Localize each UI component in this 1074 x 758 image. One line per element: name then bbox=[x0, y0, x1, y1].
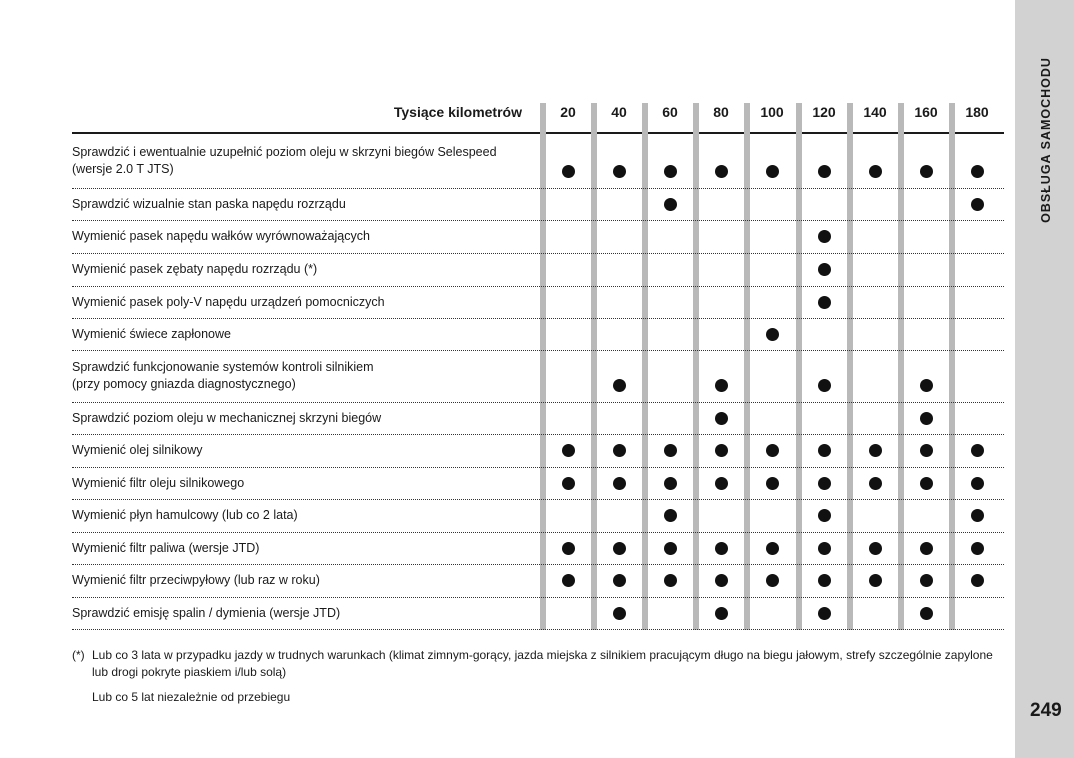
row-description-line: Sprawdzić poziom oleju w mechanicznej skrzyni biegów bbox=[72, 410, 382, 425]
service-mark-dot bbox=[613, 542, 626, 555]
column-header: 60 bbox=[662, 104, 678, 120]
service-mark-dot bbox=[920, 412, 933, 425]
service-mark-dot bbox=[920, 444, 933, 457]
row-description bbox=[72, 220, 527, 253]
column-band bbox=[847, 103, 853, 630]
service-mark-dot bbox=[818, 477, 831, 490]
service-mark-dot bbox=[715, 607, 728, 620]
service-mark-dot bbox=[920, 542, 933, 555]
service-mark-dot bbox=[766, 542, 779, 555]
row-description-line: Wymienić świece zapłonowe bbox=[72, 326, 231, 341]
row-description bbox=[72, 350, 527, 402]
service-mark-dot bbox=[664, 574, 677, 587]
column-header: 140 bbox=[863, 104, 887, 120]
service-mark-dot bbox=[715, 165, 728, 178]
service-mark-dot bbox=[715, 542, 728, 555]
service-mark-dot bbox=[869, 444, 882, 457]
service-mark-dot bbox=[920, 379, 933, 392]
row-description-line: Sprawdzić wizualnie stan paska napędu rozrządu bbox=[72, 196, 346, 211]
row-description bbox=[72, 467, 527, 499]
column-band bbox=[540, 103, 546, 630]
service-mark-dot bbox=[562, 542, 575, 555]
row-description-line: Wymienić pasek poly-V napędu urządzeń pomocniczych bbox=[72, 294, 385, 309]
service-mark-dot bbox=[715, 477, 728, 490]
footnote-mark: (*) bbox=[72, 648, 85, 662]
service-mark-dot bbox=[664, 165, 677, 178]
row-description-line: Wymienić filtr oleju silnikowego bbox=[72, 475, 245, 490]
column-header: 120 bbox=[812, 104, 836, 120]
row-description bbox=[72, 597, 527, 629]
service-mark-dot bbox=[869, 165, 882, 178]
row-description-line: Wymienić olej silnikowy bbox=[72, 443, 203, 457]
service-mark-dot bbox=[971, 165, 984, 178]
column-band bbox=[796, 103, 802, 630]
row-description-line: (przy pomocy gniazda diagnostycznego) bbox=[72, 377, 296, 391]
row-description bbox=[72, 499, 527, 532]
column-band bbox=[591, 103, 597, 630]
service-mark-dot bbox=[664, 198, 677, 211]
service-mark-dot bbox=[818, 574, 831, 587]
row-description bbox=[72, 134, 527, 188]
row-description bbox=[72, 253, 527, 286]
service-mark-dot bbox=[920, 477, 933, 490]
footnote bbox=[72, 647, 1007, 706]
footnote-text: Lub co 3 lata w przypadku jazdy w trudnych warunkach (klimat zimnym-gorący, jazda miejska z silnikiem pracującym długo na biegu jałowym, strefy szczególnie zapylone lub drogi pokryte piaskiem i/lub solą) bbox=[92, 648, 993, 679]
service-mark-dot bbox=[613, 607, 626, 620]
row-description bbox=[72, 286, 527, 318]
service-mark-dot bbox=[818, 444, 831, 457]
row-description bbox=[72, 188, 527, 220]
service-mark-dot bbox=[562, 574, 575, 587]
service-mark-dot bbox=[613, 477, 626, 490]
column-band bbox=[898, 103, 904, 630]
service-mark-dot bbox=[818, 379, 831, 392]
service-mark-dot bbox=[818, 542, 831, 555]
service-mark-dot bbox=[562, 477, 575, 490]
row-description-line: Sprawdzić emisję spalin / dymienia (wersje JTD) bbox=[72, 605, 341, 620]
service-mark-dot bbox=[766, 328, 779, 341]
service-mark-dot bbox=[920, 607, 933, 620]
column-band bbox=[744, 103, 750, 630]
row-description bbox=[72, 402, 527, 434]
header-label: Tysiące kilometrów bbox=[393, 104, 522, 120]
row-description-line: Wymienić pasek napędu wałków wyrównoważających bbox=[72, 229, 370, 243]
service-mark-dot bbox=[971, 198, 984, 211]
column-header: 20 bbox=[560, 104, 576, 120]
service-mark-dot bbox=[664, 477, 677, 490]
service-mark-dot bbox=[920, 574, 933, 587]
row-description-line: (wersje 2.0 T JTS) bbox=[72, 162, 174, 176]
service-mark-dot bbox=[664, 542, 677, 555]
service-mark-dot bbox=[715, 574, 728, 587]
row-description bbox=[72, 532, 527, 564]
row-description bbox=[72, 434, 527, 467]
service-mark-dot bbox=[715, 444, 728, 457]
service-mark-dot bbox=[613, 444, 626, 457]
service-mark-dot bbox=[766, 477, 779, 490]
row-description-line: Sprawdzić i ewentualnie uzupełnić poziom oleju w skrzyni biegów Selespeed bbox=[72, 145, 497, 159]
column-header: 180 bbox=[965, 104, 989, 120]
column-band bbox=[693, 103, 699, 630]
column-band bbox=[642, 103, 648, 630]
service-mark-dot bbox=[613, 379, 626, 392]
service-mark-dot bbox=[971, 509, 984, 522]
row-description-line: Wymienić pasek zębaty napędu rozrządu (*) bbox=[72, 262, 318, 276]
row-divider bbox=[72, 629, 1004, 630]
service-mark-dot bbox=[766, 165, 779, 178]
service-mark-dot bbox=[920, 165, 933, 178]
service-mark-dot bbox=[971, 542, 984, 555]
section-title: OBSŁUGA SAMOCHODU bbox=[1039, 57, 1053, 223]
column-header: 80 bbox=[713, 104, 729, 120]
service-mark-dot bbox=[766, 574, 779, 587]
service-mark-dot bbox=[664, 444, 677, 457]
footnote-extra: Lub co 5 lat niezależnie od przebiegu bbox=[92, 690, 291, 704]
service-mark-dot bbox=[715, 412, 728, 425]
row-description-line: Sprawdzić funkcjonowanie systemów kontroli silnikiem bbox=[72, 360, 374, 374]
service-mark-dot bbox=[818, 509, 831, 522]
column-header: 160 bbox=[914, 104, 938, 120]
page-number: 249 bbox=[1030, 700, 1062, 721]
service-mark-dot bbox=[766, 444, 779, 457]
service-mark-dot bbox=[818, 165, 831, 178]
service-mark-dot bbox=[869, 574, 882, 587]
service-mark-dot bbox=[971, 444, 984, 457]
service-mark-dot bbox=[562, 444, 575, 457]
service-mark-dot bbox=[613, 165, 626, 178]
row-description-line: Wymienić filtr przeciwpyłowy (lub raz w roku) bbox=[72, 573, 320, 587]
service-mark-dot bbox=[613, 574, 626, 587]
service-mark-dot bbox=[971, 574, 984, 587]
column-header: 40 bbox=[611, 104, 627, 120]
service-mark-dot bbox=[818, 296, 831, 309]
column-band bbox=[949, 103, 955, 630]
row-description-line: Wymienić filtr paliwa (wersje JTD) bbox=[72, 540, 260, 555]
service-mark-dot bbox=[818, 263, 831, 276]
row-description bbox=[72, 564, 527, 597]
column-header: 100 bbox=[760, 104, 784, 120]
service-mark-dot bbox=[869, 542, 882, 555]
service-mark-dot bbox=[869, 477, 882, 490]
service-mark-dot bbox=[715, 379, 728, 392]
service-mark-dot bbox=[971, 477, 984, 490]
service-mark-dot bbox=[664, 509, 677, 522]
row-description-line: Wymienić płyn hamulcowy (lub co 2 lata) bbox=[72, 508, 298, 522]
row-description bbox=[72, 318, 527, 350]
service-mark-dot bbox=[562, 165, 575, 178]
service-mark-dot bbox=[818, 607, 831, 620]
service-mark-dot bbox=[818, 230, 831, 243]
